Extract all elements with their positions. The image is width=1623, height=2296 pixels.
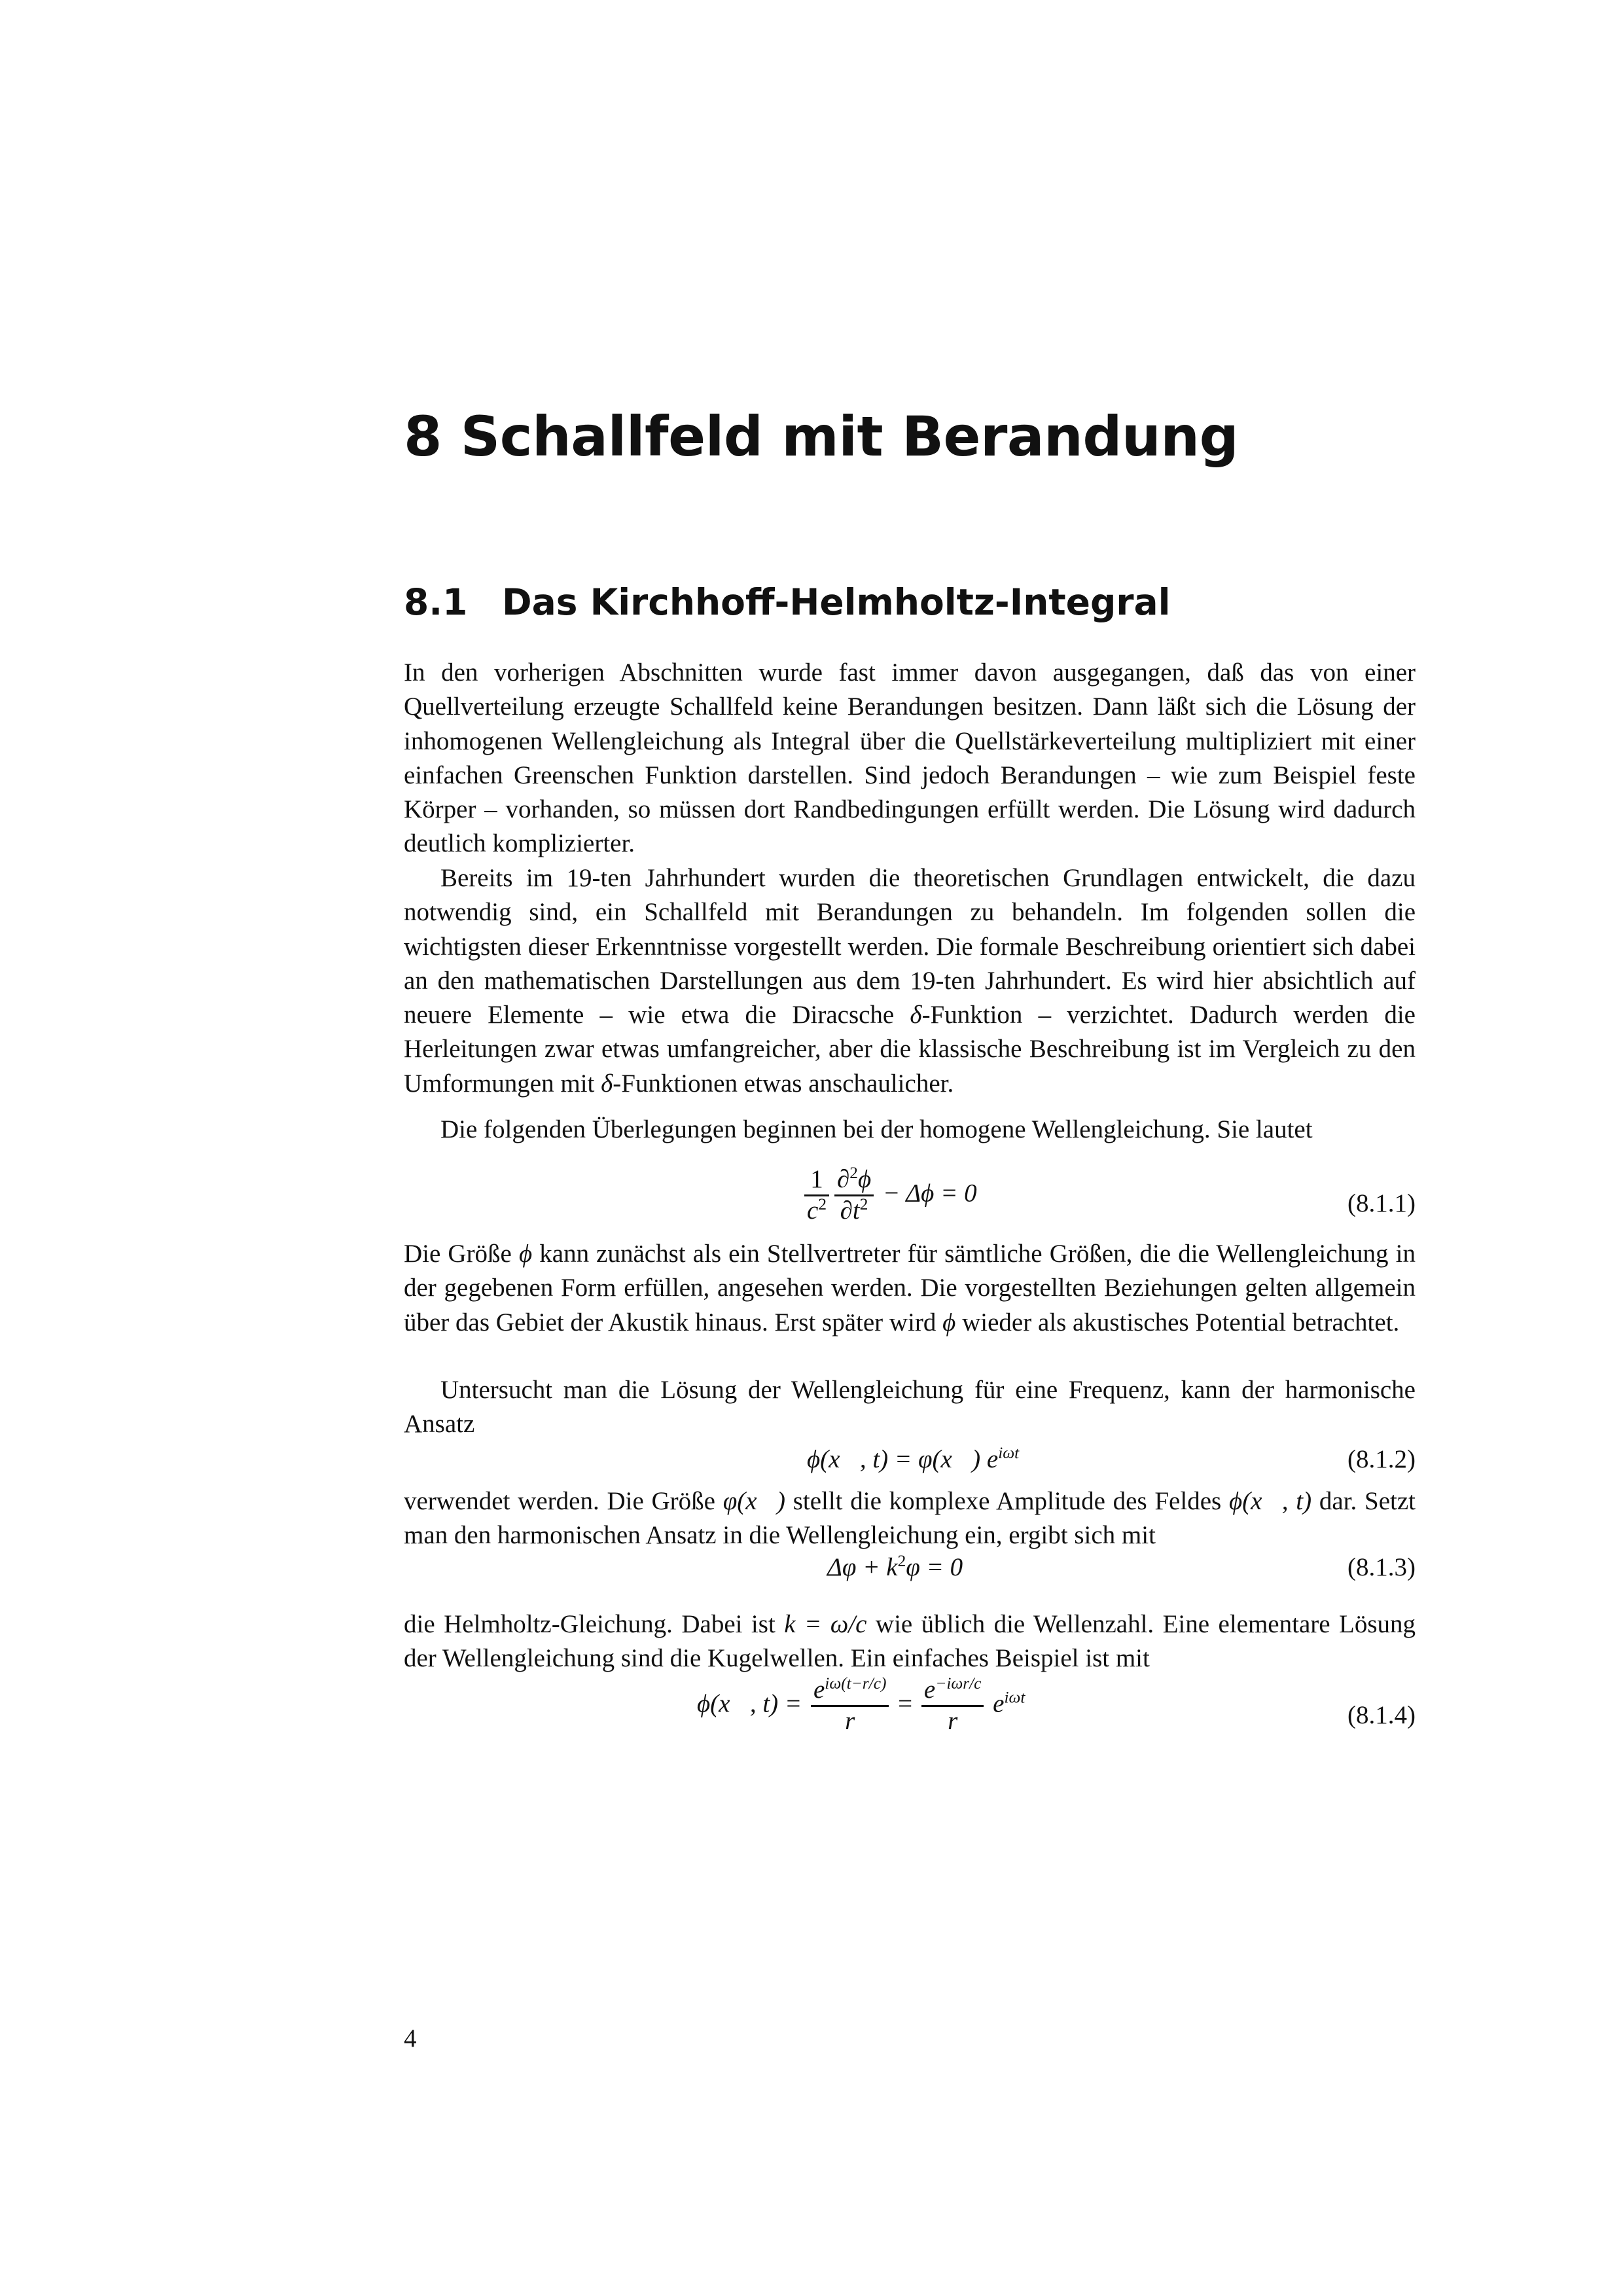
equation-8-1-1-rest: − Δϕ = 0 — [876, 1179, 977, 1208]
paragraph-harmonic-ansatz: Untersucht man die Lösung der Wellengleichung für eine Frequenz, kann der harmonische Ansatz — [404, 1376, 1416, 1439]
equation-8-1-1 — [404, 1165, 1416, 1244]
paragraph-history-part-2: -Funktion – verzichtet. Dadurch werden die Herleitungen zwar etwas umfangreicher, aber die klassische Beschreibung ist im Vergleich zu den Umformungen mit — [404, 1001, 1416, 1098]
equation-number: (8.1.2) — [1347, 1445, 1416, 1473]
paragraph-phi-part-2: kann zunächst als ein Stellvertreter für sämtliche Größen, die die Wellengleichung in der gegebenen Form erfüllen, angesehen werden. Die vorgestellten Beziehungen gelten allgemein über das Gebiet der Akustik hinaus. Erst später wird — [404, 1240, 1416, 1336]
paragraph-complex-amplitude — [404, 1484, 1416, 1553]
equation-number: (8.1.1) — [1347, 1189, 1416, 1217]
paragraph-helmholtz-part-2: wie üblich die Wellenzahl. Eine elementare Lösung der Wellengleichung sind die Kugelwellen. Ein einfaches Beispiel ist mit — [404, 1610, 1416, 1673]
equation-8-1-1-body — [802, 1165, 977, 1226]
paragraph-wave-equation-intro: Die folgenden Überlegungen beginnen bei der homogene Wellengleichung. Sie lautet — [440, 1115, 1313, 1143]
equation-8-1-3 — [404, 1552, 1416, 1592]
paragraph-intro: In den vorherigen Abschnitten wurde fast immer davon ausgegangen, daß das von einer Quellverteilung erzeugte Schallfeld keine Berandungen besitzen. Dann läßt sich die Lösung der inhomogenen Wellengleichung als Integral über die Quellstärkeverteilung multipliziert mit einer einfachen Greenschen Funktion darstellen. Sind jedoch Berandungen – wie zum Beispiel feste Körper – vorhanden, so müssen dort Randbedingungen erfüllt werden. Die Lösung wird dadurch deutlich komplizierter. — [404, 658, 1416, 858]
paragraph-amplitude-part-3: dar. Setzt man den harmonischen Ansatz in die Wellengleichung ein, ergibt sich mit — [404, 1487, 1416, 1550]
phi-symbol: ϕ — [518, 1240, 533, 1268]
fraction-spatial-exponential: $\frac{e^{-i\omega r/c}}{r}$ — [921, 1676, 984, 1736]
paragraph-phi-generic — [404, 1237, 1416, 1340]
equation-number: (8.1.3) — [1347, 1553, 1416, 1581]
equation-8-1-2 — [404, 1444, 1416, 1484]
fraction-second-time-derivative: $\frac{\partial^2\phi}{\partial t^2}$ — [834, 1165, 874, 1226]
section-heading-text: Das Kirchhoff-Helmholtz-Integral — [502, 581, 1171, 623]
fraction-one-over-c-squared: $\frac{1}{c^2}$ — [804, 1165, 829, 1226]
paragraph-helmholtz-part-1: die Helmholtz-Gleichung. Dabei ist — [404, 1610, 785, 1638]
paragraph-history-part-1: Bereits im 19-ten Jahrhundert wurden die theoretischen Grundlagen entwickelt, die dazu notwendig sind, ein Schallfeld mit Berandungen zu behandeln. Im folgenden sollen die wichtigsten dieser Erkenntnisse vorgestellt werden. Die formale Beschreibung orientiert sich dabei an den mathematischen Darstellungen aus dem 19-ten Jahrhundert. Es wird hier absichtlich auf neuere Elemente – wie etwa die Diracsche — [404, 864, 1416, 1030]
equation-number: (8.1.4) — [1347, 1701, 1416, 1729]
paragraph-history — [404, 861, 1416, 1101]
section-number: 8.1 — [404, 581, 468, 623]
section-title — [404, 579, 1170, 625]
paragraph-helmholtz — [404, 1607, 1416, 1676]
page-number: 4 — [404, 2024, 417, 2053]
phi-of-x-t: ϕ(x⃗, t) — [1228, 1487, 1312, 1515]
equation-8-1-4 — [404, 1676, 1416, 1754]
delta-symbol: δ — [910, 1001, 922, 1030]
chapter-title: 8 Schallfeld mit Berandung — [404, 404, 1239, 469]
paragraph-phi-part-3: wieder als akustisches Potential betrachtet. — [955, 1308, 1400, 1336]
paragraph-amplitude-part-2: stellt die komplexe Amplitude des Feldes — [785, 1487, 1229, 1515]
varphi-of-x: φ(x⃗) — [722, 1487, 785, 1515]
delta-symbol: δ — [601, 1069, 613, 1098]
phi-symbol: ϕ — [942, 1308, 956, 1336]
equation-8-1-4-body: ϕ(x⃗, t) = $\frac{e^{i\omega(t-r/c)}}{r}$ = $\frac{e^{-i\omega r/c}}{r}$ $e^{i\omega t}$ — [697, 1674, 1026, 1735]
paragraph-amplitude-part-1: verwendet werden. Die Größe — [404, 1487, 723, 1515]
wavenumber-definition: k = ω/c — [784, 1610, 867, 1638]
equation-8-1-2-body: ϕ(x⃗, t) = φ(x⃗) $e^{i\omega t}$ — [807, 1444, 1020, 1473]
equation-8-1-3-body: $\Delta\varphi + k^2\varphi = 0$ — [827, 1552, 963, 1581]
paragraph-history-part-3: -Funktionen etwas anschaulicher. — [613, 1069, 954, 1098]
fraction-retarded-exponential: $\frac{e^{i\omega(t-r/c)}}{r}$ — [811, 1676, 889, 1736]
paragraph-phi-part-1: Die Größe — [404, 1240, 519, 1268]
